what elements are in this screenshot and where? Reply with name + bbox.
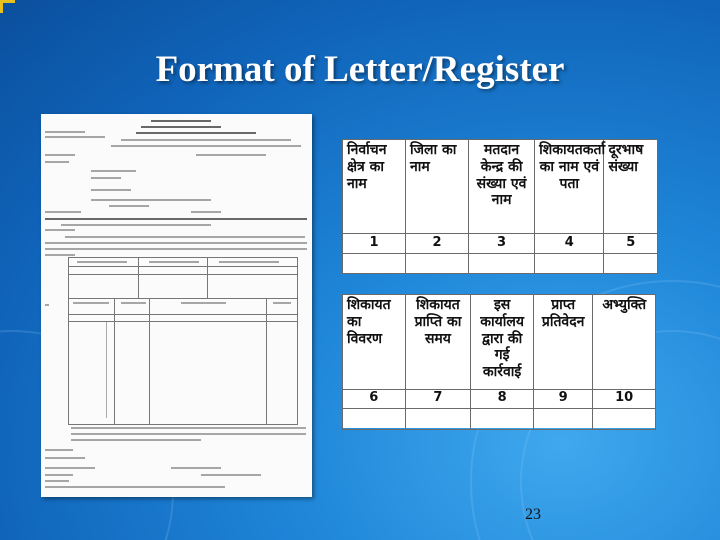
table-cell [593, 409, 656, 430]
register-table-bottom [342, 294, 656, 428]
table-cell [343, 409, 406, 430]
column-number: 2 [406, 234, 469, 254]
column-number: 5 [604, 234, 658, 254]
column-header: प्राप्त प्रतिवेदन [533, 295, 592, 390]
table-cell [405, 409, 471, 430]
column-number: 8 [471, 390, 534, 409]
column-number: 7 [405, 390, 471, 409]
table-cell [535, 254, 604, 274]
table-cell [469, 254, 535, 274]
column-header: दूरभाष संख्या [604, 140, 658, 234]
column-header: शिकायतकर्ता का नाम एवं पता [535, 140, 604, 234]
column-number: 4 [535, 234, 604, 254]
column-number: 10 [593, 390, 656, 409]
slide-title: Format of Letter/Register [155, 49, 565, 90]
page-number: 23 [525, 506, 541, 523]
table-cell [343, 254, 406, 274]
column-number: 3 [469, 234, 535, 254]
corner-bracket-icon [0, 0, 15, 13]
column-header: मतदान केन्द्र की संख्या एवं नाम [469, 140, 535, 234]
table-cell [533, 409, 592, 430]
table-cell [604, 254, 658, 274]
column-number: 9 [533, 390, 592, 409]
column-header: इस कार्यालय द्वारा की गई कार्रवाई [471, 295, 534, 390]
table-cell [471, 409, 534, 430]
table-cell [406, 254, 469, 274]
column-header: जिला का नाम [406, 140, 469, 234]
column-header: निर्वाचन क्षेत्र का नाम [343, 140, 406, 234]
column-header: अभ्युक्ति [593, 295, 656, 390]
column-header: शिकायत प्राप्ति का समय [405, 295, 471, 390]
column-header: शिकायत का विवरण [343, 295, 406, 390]
register-table-top [342, 139, 658, 273]
letter-format-image [41, 114, 312, 497]
column-number: 6 [343, 390, 406, 409]
column-number: 1 [343, 234, 406, 254]
